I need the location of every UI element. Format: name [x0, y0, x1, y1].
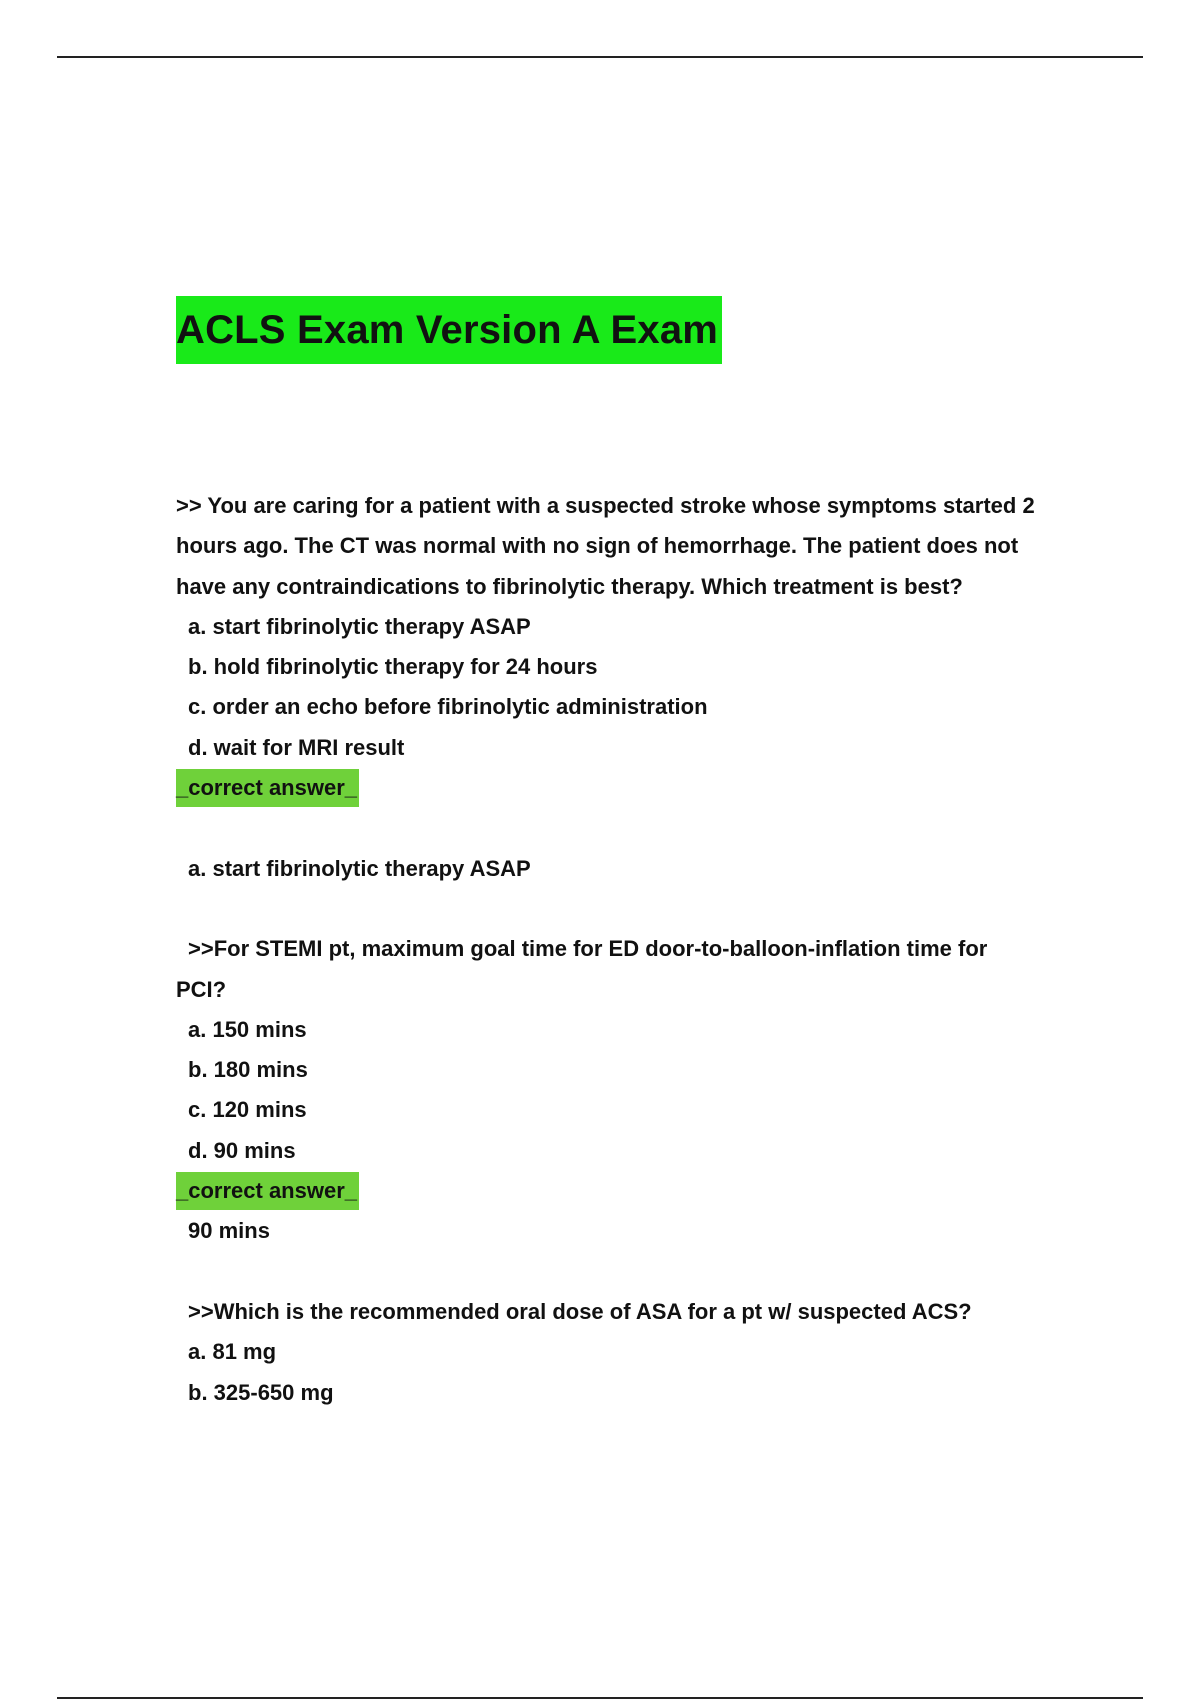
- question-1: [176, 486, 1036, 929]
- correct-answer-badge: _correct answer_: [176, 769, 359, 807]
- correct-answer-text: 90 mins: [188, 1218, 270, 1244]
- answer-option: d. 90 mins: [188, 1137, 296, 1163]
- question-stem: >> You are caring for a patient with a suspected stroke whose symptoms started 2 hours ago. The CT was normal with no sign of hemorrhage. The patient does not have any contraindications to fibrinolytic therapy. Which treatment is best?: [176, 493, 1035, 599]
- header-rule: [57, 56, 1143, 58]
- spacer: [176, 808, 1036, 848]
- answer-option: a. 81 mg: [188, 1339, 277, 1365]
- question-stem: >>Which is the recommended oral dose of ASA for a pt w/ suspected ACS?: [188, 1298, 972, 1324]
- answer-option: c. order an echo before fibrinolytic administration: [188, 694, 708, 720]
- answer-option: d. wait for MRI result: [188, 734, 405, 760]
- correct-answer-badge: _correct answer_: [176, 1172, 359, 1210]
- question-3: [176, 1292, 1036, 1413]
- spacer: [176, 889, 1036, 929]
- question-stem: >>For STEMI pt, maximum goal time for ED door-to-balloon-inflation time for PCI?: [176, 936, 988, 1002]
- footer-rule: [57, 1697, 1143, 1699]
- page-title: ACLS Exam Version A Exam: [176, 296, 722, 364]
- question-list: [176, 486, 1036, 1413]
- answer-option: b. 325-650 mg: [188, 1379, 334, 1405]
- correct-answer-text: a. start fibrinolytic therapy ASAP: [188, 855, 531, 881]
- spacer: [176, 1252, 1036, 1292]
- answer-option: a. 150 mins: [188, 1016, 307, 1042]
- answer-option: b. 180 mins: [188, 1057, 308, 1083]
- answer-option: b. hold fibrinolytic therapy for 24 hours: [188, 654, 598, 680]
- answer-option: c. 120 mins: [188, 1097, 307, 1123]
- answer-option: a. start fibrinolytic therapy ASAP: [188, 613, 531, 639]
- question-2: [176, 929, 1036, 1292]
- title-block: [176, 296, 1036, 364]
